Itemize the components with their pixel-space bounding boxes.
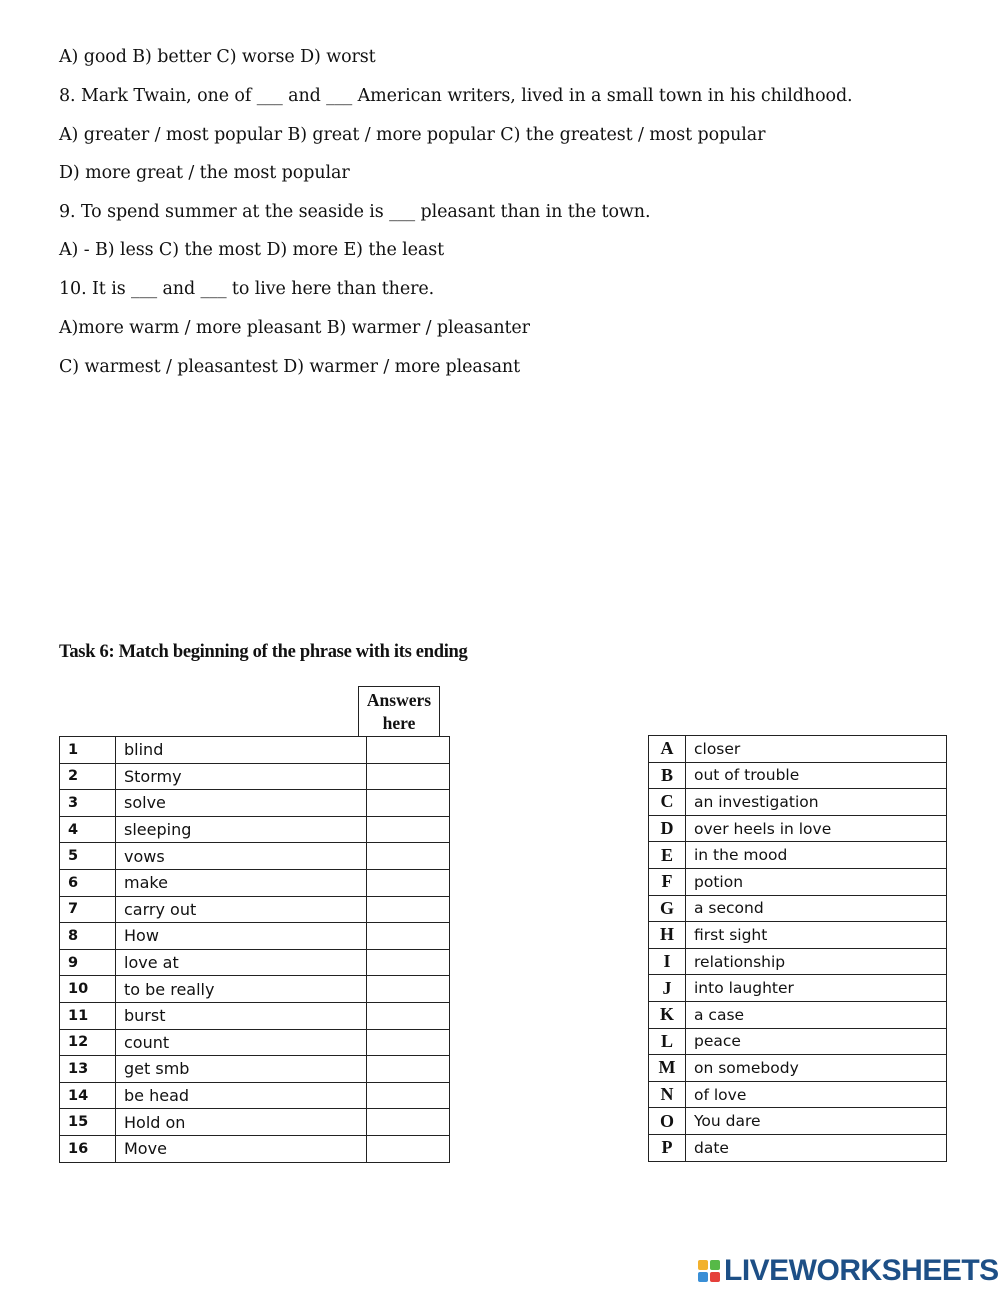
answers-header: Answers here xyxy=(358,686,440,736)
beginning-number: 5 xyxy=(60,843,116,870)
beginning-number: 11 xyxy=(60,1002,116,1029)
beginning-number: 3 xyxy=(60,790,116,817)
logo-text: LIVEWORKSHEETS xyxy=(724,1254,999,1287)
ending-row xyxy=(649,922,947,949)
answer-cell[interactable] xyxy=(367,1082,450,1109)
beginning-number: 4 xyxy=(60,816,116,843)
answer-cell[interactable] xyxy=(367,1002,450,1029)
ending-letter: O xyxy=(649,1108,686,1135)
ending-row xyxy=(649,1055,947,1082)
ending-letter: B xyxy=(649,762,686,789)
beginning-row xyxy=(60,923,450,950)
answer-cell[interactable] xyxy=(367,1056,450,1083)
ending-row xyxy=(649,895,947,922)
beginning-phrase: Stormy xyxy=(116,763,367,790)
ending-row xyxy=(649,1108,947,1135)
liveworksheets-logo xyxy=(698,1254,999,1288)
beginning-number: 9 xyxy=(60,949,116,976)
beginning-number: 14 xyxy=(60,1082,116,1109)
question-line-3: A) greater / most popular B) great / more popular C) the greatest / most popular xyxy=(59,125,766,145)
answer-cell[interactable] xyxy=(367,949,450,976)
ending-row xyxy=(649,842,947,869)
beginning-phrase: Hold on xyxy=(116,1109,367,1136)
ending-phrase: a second xyxy=(686,895,947,922)
ending-phrase: first sight xyxy=(686,922,947,949)
ending-phrase: peace xyxy=(686,1028,947,1055)
beginning-row xyxy=(60,976,450,1003)
beginning-row xyxy=(60,896,450,923)
beginning-number: 15 xyxy=(60,1109,116,1136)
beginning-phrase: How xyxy=(116,923,367,950)
question-line-6: A) - B) less C) the most D) more E) the least xyxy=(59,240,445,260)
ending-phrase: on somebody xyxy=(686,1055,947,1082)
ending-row xyxy=(649,868,947,895)
answer-cell[interactable] xyxy=(367,763,450,790)
ending-phrase: in the mood xyxy=(686,842,947,869)
beginning-row xyxy=(60,1135,450,1162)
beginning-number: 12 xyxy=(60,1029,116,1056)
beginning-phrase: solve xyxy=(116,790,367,817)
beginning-number: 8 xyxy=(60,923,116,950)
ending-phrase: of love xyxy=(686,1081,947,1108)
beginning-number: 2 xyxy=(60,763,116,790)
beginning-phrase: count xyxy=(116,1029,367,1056)
ending-letter: N xyxy=(649,1081,686,1108)
ending-phrase: an investigation xyxy=(686,789,947,816)
ending-row xyxy=(649,1134,947,1161)
ending-row xyxy=(649,1028,947,1055)
ending-letter: A xyxy=(649,736,686,763)
ending-letter: F xyxy=(649,868,686,895)
ending-phrase: over heels in love xyxy=(686,815,947,842)
endings-table xyxy=(648,735,947,1162)
ending-letter: E xyxy=(649,842,686,869)
beginning-row xyxy=(60,1109,450,1136)
answer-cell[interactable] xyxy=(367,869,450,896)
answer-cell[interactable] xyxy=(367,1029,450,1056)
ending-letter: C xyxy=(649,789,686,816)
beginning-row xyxy=(60,1029,450,1056)
ending-row xyxy=(649,762,947,789)
ending-phrase: potion xyxy=(686,868,947,895)
beginning-number: 13 xyxy=(60,1056,116,1083)
beginning-row xyxy=(60,869,450,896)
beginning-phrase: burst xyxy=(116,1002,367,1029)
answer-cell[interactable] xyxy=(367,843,450,870)
ending-letter: H xyxy=(649,922,686,949)
beginning-phrase: love at xyxy=(116,949,367,976)
answer-cell[interactable] xyxy=(367,1135,450,1162)
ending-letter: M xyxy=(649,1055,686,1082)
beginnings-table xyxy=(59,736,450,1163)
ending-letter: G xyxy=(649,895,686,922)
ending-letter: I xyxy=(649,948,686,975)
beginning-row xyxy=(60,949,450,976)
ending-row xyxy=(649,789,947,816)
ending-letter: J xyxy=(649,975,686,1002)
beginning-number: 7 xyxy=(60,896,116,923)
beginning-number: 6 xyxy=(60,869,116,896)
ending-letter: L xyxy=(649,1028,686,1055)
ending-phrase: relationship xyxy=(686,948,947,975)
ending-letter: P xyxy=(649,1134,686,1161)
beginning-row xyxy=(60,790,450,817)
beginning-row xyxy=(60,737,450,764)
ending-row xyxy=(649,1081,947,1108)
ending-row xyxy=(649,1001,947,1028)
ending-row xyxy=(649,975,947,1002)
answer-cell[interactable] xyxy=(367,976,450,1003)
beginning-phrase: make xyxy=(116,869,367,896)
ending-row xyxy=(649,815,947,842)
ending-row xyxy=(649,948,947,975)
beginning-number: 10 xyxy=(60,976,116,1003)
question-line-9: C) warmest / pleasantest D) warmer / more pleasant xyxy=(59,357,521,377)
question-line-5: 9. To spend summer at the seaside is ___ pleasant than in the town. xyxy=(59,202,651,222)
ending-phrase: closer xyxy=(686,736,947,763)
beginning-row xyxy=(60,763,450,790)
ending-phrase: date xyxy=(686,1134,947,1161)
answer-cell[interactable] xyxy=(367,1109,450,1136)
question-line-1: A) good B) better C) worse D) worst xyxy=(59,47,376,67)
ending-letter: D xyxy=(649,815,686,842)
beginning-phrase: Move xyxy=(116,1135,367,1162)
beginning-number: 1 xyxy=(60,737,116,764)
beginning-phrase: sleeping xyxy=(116,816,367,843)
beginning-row xyxy=(60,1002,450,1029)
ending-phrase: a case xyxy=(686,1001,947,1028)
question-line-8: A)more warm / more pleasant B) warmer / pleasanter xyxy=(59,318,530,338)
beginning-phrase: be head xyxy=(116,1082,367,1109)
beginning-phrase: blind xyxy=(116,737,367,764)
beginning-phrase: to be really xyxy=(116,976,367,1003)
beginning-row xyxy=(60,816,450,843)
question-line-2: 8. Mark Twain, one of ___ and ___ American writers, lived in a small town in his childhood. xyxy=(59,86,853,106)
beginning-phrase: carry out xyxy=(116,896,367,923)
ending-phrase: out of trouble xyxy=(686,762,947,789)
ending-row xyxy=(649,736,947,763)
answer-cell[interactable] xyxy=(367,896,450,923)
answer-cell[interactable] xyxy=(367,816,450,843)
answer-cell[interactable] xyxy=(367,790,450,817)
beginning-phrase: get smb xyxy=(116,1056,367,1083)
answer-cell[interactable] xyxy=(367,737,450,764)
beginning-row xyxy=(60,843,450,870)
logo-mark-icon xyxy=(698,1260,720,1282)
ending-phrase: You dare xyxy=(686,1108,947,1135)
question-line-4: D) more great / the most popular xyxy=(59,163,350,183)
beginning-phrase: vows xyxy=(116,843,367,870)
beginning-row xyxy=(60,1082,450,1109)
answer-cell[interactable] xyxy=(367,923,450,950)
beginning-number: 16 xyxy=(60,1135,116,1162)
question-line-7: 10. It is ___ and ___ to live here than there. xyxy=(59,279,435,299)
ending-letter: K xyxy=(649,1001,686,1028)
beginning-row xyxy=(60,1056,450,1083)
task-title: Task 6: Match beginning of the phrase with its ending xyxy=(59,642,468,662)
ending-phrase: into laughter xyxy=(686,975,947,1002)
